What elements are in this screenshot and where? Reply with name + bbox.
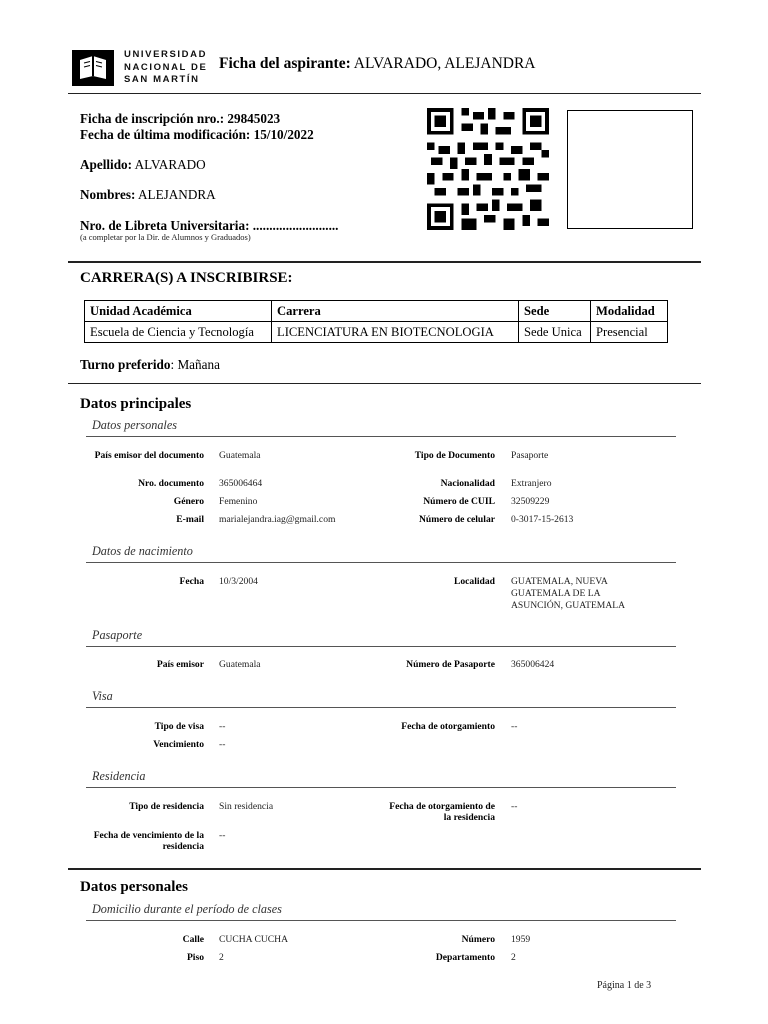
field-value: Sin residencia bbox=[219, 801, 274, 812]
field-label: Género bbox=[173, 496, 204, 507]
field-label: Fecha de otorgamiento bbox=[401, 721, 495, 732]
divider bbox=[86, 787, 676, 788]
university-name-line: SAN MARTÍN bbox=[124, 74, 200, 85]
field-value: -- bbox=[219, 721, 226, 732]
divider bbox=[68, 868, 701, 870]
field-value: 1959 bbox=[511, 934, 531, 945]
table-header: Unidad Académica bbox=[85, 301, 272, 322]
section-title-datos-personales: Datos personales bbox=[80, 879, 188, 895]
table-header-row bbox=[85, 301, 668, 322]
names-field bbox=[80, 187, 216, 203]
field-label: País emisor del documento bbox=[94, 450, 204, 461]
field-value: marialejandra.iag@gmail.com bbox=[219, 514, 336, 525]
inscription-number: Ficha de inscripción nro.: 29845023 bbox=[80, 111, 281, 126]
field-label: Localidad bbox=[453, 576, 495, 587]
field-value: 10/3/2004 bbox=[219, 576, 258, 587]
preferred-shift bbox=[80, 357, 220, 373]
qr-code-icon bbox=[424, 108, 552, 230]
field-value: Pasaporte bbox=[511, 450, 549, 461]
applicant-name: ALVARADO, ALEJANDRA bbox=[353, 55, 536, 72]
field-label: Calle bbox=[182, 934, 204, 945]
page-title-label: Ficha del aspirante: bbox=[219, 55, 351, 72]
field-label: Vencimiento bbox=[153, 739, 204, 750]
divider bbox=[68, 261, 701, 263]
field-label: Tipo de residencia bbox=[129, 801, 204, 812]
field-value: Extranjero bbox=[511, 478, 552, 489]
subsection-title: Domicilio durante el período de clases bbox=[92, 902, 282, 916]
field-value: -- bbox=[219, 830, 226, 841]
subsection-title: Residencia bbox=[92, 769, 146, 783]
field-value: 32509229 bbox=[511, 496, 550, 507]
university-name bbox=[124, 49, 207, 87]
subsection-title: Datos personales bbox=[92, 418, 177, 432]
surname-label: Apellido: bbox=[80, 157, 133, 172]
table-row bbox=[85, 322, 668, 343]
table-cell: Escuela de Ciencia y Tecnología bbox=[85, 322, 272, 343]
divider bbox=[68, 93, 701, 94]
field-value: 2 bbox=[219, 952, 224, 963]
table-header: Sede bbox=[519, 301, 591, 322]
field-value: -- bbox=[511, 721, 518, 732]
field-label: Piso bbox=[186, 952, 204, 963]
field-label: Nacionalidad bbox=[440, 478, 495, 489]
field-label: Tipo de Documento bbox=[414, 450, 495, 461]
field-value: 2 bbox=[511, 952, 516, 963]
field-label: País emisor bbox=[156, 659, 204, 670]
preferred-shift-label: Turno preferido bbox=[80, 357, 171, 372]
subsection-title: Datos de nacimiento bbox=[92, 544, 193, 558]
page-number: Página 1 de 3 bbox=[597, 980, 652, 991]
section-title-datos-principales: Datos principales bbox=[80, 396, 192, 412]
field-label-text: Fecha de otorgamiento de la residencia bbox=[389, 801, 495, 823]
field-value: Femenino bbox=[219, 496, 258, 507]
table-cell: LICENCIATURA EN BIOTECNOLOGIA bbox=[272, 322, 519, 343]
divider bbox=[86, 707, 676, 708]
subsection-title: Visa bbox=[92, 689, 113, 703]
field-label bbox=[355, 801, 495, 823]
table-header: Modalidad bbox=[591, 301, 668, 322]
field-value: Guatemala bbox=[219, 659, 261, 670]
student-book-note: (a completar por la Dir. de Alumnos y Graduados) bbox=[80, 232, 251, 242]
field-label: Número de Pasaporte bbox=[406, 659, 495, 670]
divider bbox=[68, 383, 701, 384]
divider bbox=[86, 920, 676, 921]
table-cell: Sede Unica bbox=[519, 322, 591, 343]
careers-table bbox=[84, 300, 668, 343]
photo-placeholder bbox=[567, 110, 693, 229]
section-title-carreras: CARRERA(S) A INSCRIBIRSE: bbox=[80, 270, 293, 286]
field-value: CUCHA CUCHA bbox=[219, 934, 289, 945]
field-label: Fecha bbox=[179, 576, 204, 587]
table-cell: Presencial bbox=[591, 322, 668, 343]
surname-field bbox=[80, 157, 206, 173]
names-value: ALEJANDRA bbox=[138, 187, 216, 202]
field-value: 0-3017-15-2613 bbox=[511, 514, 574, 525]
table-header: Carrera bbox=[272, 301, 519, 322]
field-value: -- bbox=[219, 739, 226, 750]
field-label: Nro. documento bbox=[138, 478, 204, 489]
field-label: Número de CUIL bbox=[423, 496, 495, 507]
field-label: Número de celular bbox=[418, 514, 495, 525]
field-value: Guatemala bbox=[219, 450, 261, 461]
student-book-number: Nro. de Libreta Universitaria: .......................... bbox=[80, 218, 339, 233]
preferred-shift-value: : Mañana bbox=[170, 357, 220, 372]
university-name-line: NACIONAL DE bbox=[124, 61, 208, 73]
field-value: 365006464 bbox=[219, 478, 263, 489]
field-label: E-mail bbox=[176, 514, 204, 525]
divider bbox=[86, 562, 676, 563]
names-label: Nombres: bbox=[80, 187, 136, 202]
divider bbox=[86, 646, 676, 647]
divider bbox=[86, 436, 676, 437]
subsection-title: Pasaporte bbox=[92, 628, 143, 642]
field-value: -- bbox=[511, 801, 518, 812]
field-label-text: Fecha de vencimiento de la residencia bbox=[93, 830, 204, 852]
page-title bbox=[219, 55, 536, 73]
surname-value: ALVARADO bbox=[134, 157, 206, 172]
university-name-line: UNIVERSIDAD bbox=[124, 49, 208, 60]
field-label bbox=[90, 830, 204, 852]
university-logo-icon bbox=[72, 50, 114, 86]
last-modified: Fecha de última modificación: 15/10/2022 bbox=[80, 127, 314, 142]
field-label: Número bbox=[461, 934, 495, 945]
field-label: Departamento bbox=[435, 952, 495, 963]
field-value: 365006424 bbox=[511, 659, 555, 670]
field-value: GUATEMALA, NUEVA GUATEMALA DE LA ASUNCIÓN, GUATEMALA bbox=[511, 576, 626, 611]
field-label: Tipo de visa bbox=[154, 721, 204, 732]
